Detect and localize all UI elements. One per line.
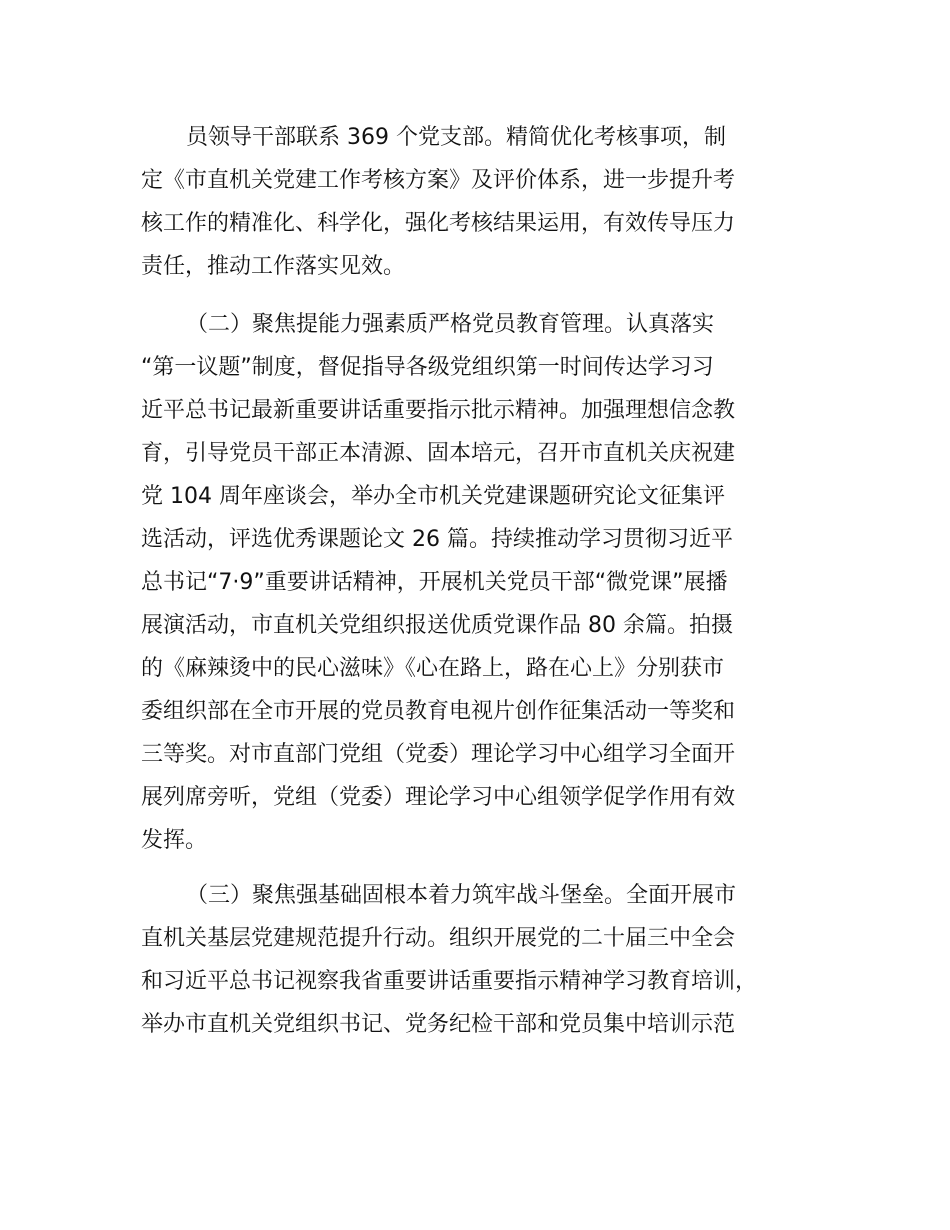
text-line: “第一议题”制度，督促指导各级党组织第一时间传达学习习 [141,355,714,380]
text-line: 近平总书记最新重要讲话重要指示批示精神。加强理想信念教 [141,398,736,423]
paragraph-grassroots-bastion [141,874,841,1046]
text-line: 委组织部在全市开展的党员教育电视片创作征集活动一等奖和 [141,699,736,724]
text-line: （二）聚焦提能力强素质严格党员教育管理。认真落实 [186,312,715,337]
text-line: 总书记“7·9”重要讲话精神，开展机关党员干部“微党课”展播 [141,570,728,595]
text-line: 党 104 周年座谈会，举办全市机关党建课题研究论文征集评 [141,484,725,509]
text-line: 发挥。 [141,828,208,853]
text-line: 育，引导党员干部正本清源、固本培元，召开市直机关庆祝建 [141,441,736,466]
text-line: 责任，推动工作落实见效。 [141,254,406,279]
text-line: 员领导干部联系 369 个党支部。精简优化考核事项，制 [186,125,726,150]
text-line: 选活动，评选优秀课题论文 26 篇。持续推动学习贯彻习近平 [141,527,733,552]
text-line: 展演活动，市直机关党组织报送优质党课作品 80 余篇。拍摄 [141,613,733,638]
text-line: （三）聚焦强基础固根本着力筑牢战斗堡垒。全面开展市 [186,883,737,908]
paragraph-education-management [141,303,841,862]
text-line: 直机关基层党建规范提升行动。组织开展党的二十届三中全会 [141,926,736,951]
text-line: 举办市直机关党组织书记、党务纪检干部和党员集中培训示范 [141,1012,736,1037]
text-line: 和习近平总书记视察我省重要讲话重要指示精神学习教育培训， [141,969,758,994]
paragraph-continuation [141,116,841,288]
text-line: 展列席旁听，党组（党委）理论学习中心组领学促学作用有效 [141,785,736,810]
text-line: 三等奖。对市直部门党组（党委）理论学习中心组学习全面开 [141,742,736,767]
text-line: 的《麻辣烫中的民心滋味》《心在路上，路在心上》分别获市 [141,656,725,681]
text-line: 定《市直机关党建工作考核方案》及评价体系，进一步提升考 [141,168,736,193]
text-line: 核工作的精准化、科学化，强化考核结果运用，有效传导压力 [141,211,736,236]
